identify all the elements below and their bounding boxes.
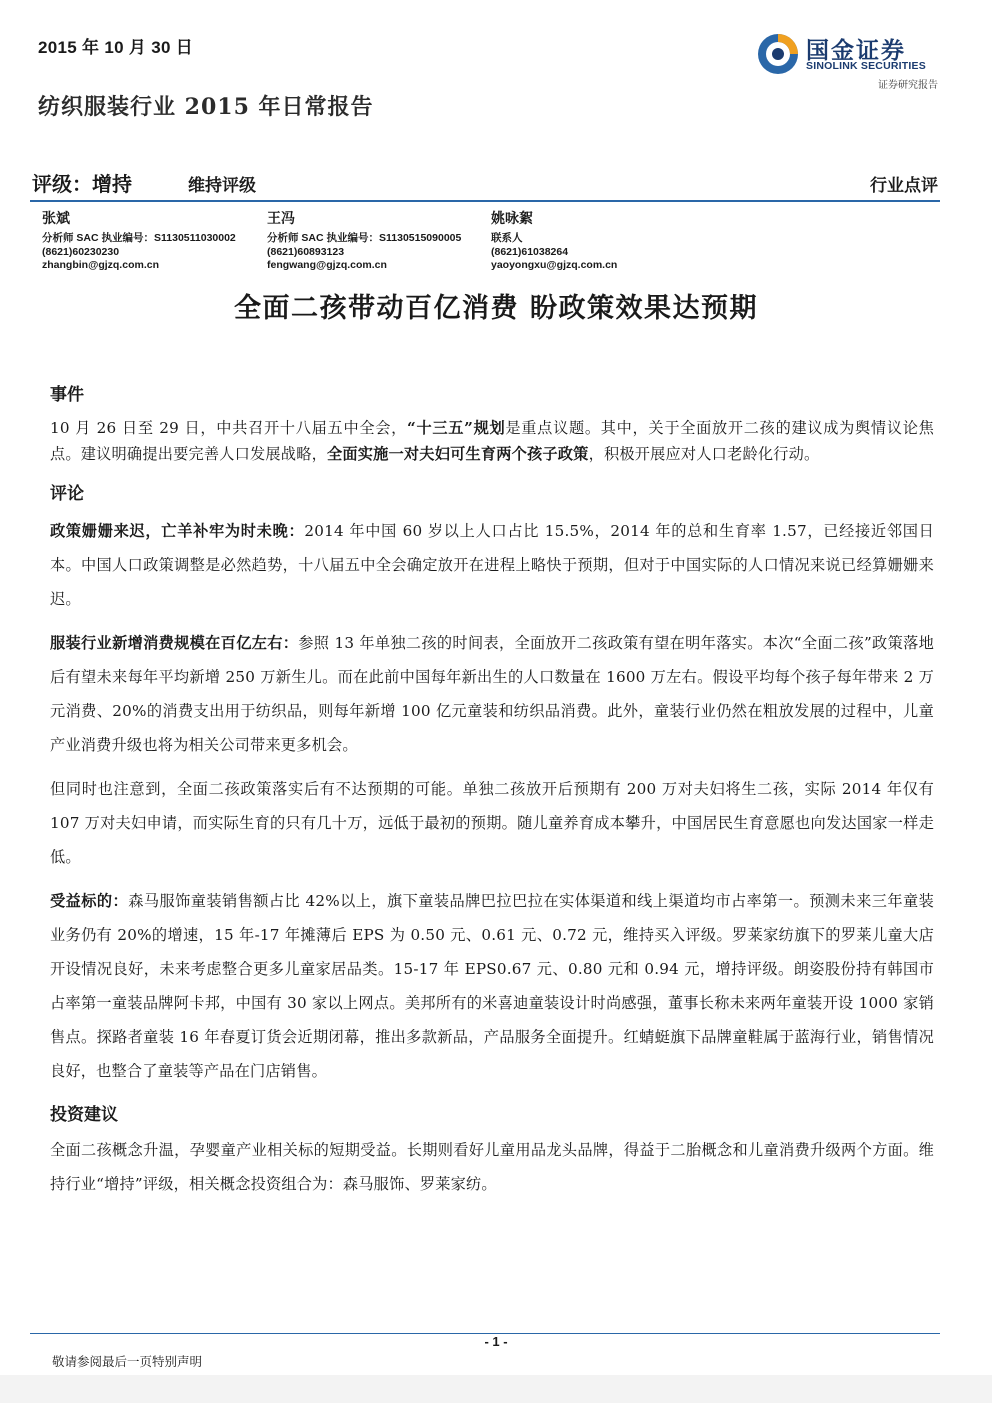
analyst-phone: (8621)61038264 <box>491 245 569 258</box>
analyst-role: 联系人 <box>491 232 523 244</box>
report-type: 行业点评 <box>870 176 938 196</box>
section-heading-event: 事件 <box>50 385 84 405</box>
logo-mark-icon <box>756 32 800 76</box>
comment-lead: 服装行业新增消费规模在百亿左右： <box>50 634 299 652</box>
logo-name-en: SINOLINK SECURITIES <box>806 60 926 72</box>
report-date: 2015 年 10 月 30 日 <box>38 38 194 57</box>
analyst-phone: (8621)60893123 <box>267 245 345 258</box>
page-bottom-band <box>0 1375 992 1403</box>
analyst-email: zhangbin@gjzq.com.cn <box>42 259 159 271</box>
page-number: - 1 - <box>484 1334 508 1349</box>
comment-paragraph: 但同时也注意到，全面二孩政策落实后有不达预期的可能。单独二孩放开后预期有 200 万对夫妇将生二孩，实际 2014 年仅有 107 万对夫妇申请，而实际生育的只有几十万，远低于最初的预期。随儿童养育成本攀升，中国居民生育意愿也向发达国家一样走低。 <box>50 780 934 866</box>
comment-paragraph <box>50 884 934 1088</box>
analyst-name: 王冯 <box>267 211 295 227</box>
analyst-card <box>42 208 272 273</box>
analyst-card <box>491 208 721 273</box>
analyst-role: 分析师 SAC 执业编号：S1130511030002 <box>42 232 236 244</box>
analyst-name: 姚咏絮 <box>491 211 533 227</box>
comment-paragraph <box>50 626 934 762</box>
invest-paragraph: 全面二孩概念升温，孕婴童产业相关标的短期受益。长期则看好儿童用品龙头品牌，得益于二胎概念和儿童消费升级两个方面。维持行业“增持”评级，相关概念投资组合为：森马服饰、罗莱家纺。 <box>50 1141 934 1193</box>
section-heading-invest: 投资建议 <box>50 1105 118 1125</box>
report-title: 纺织服装行业 2015 年日常报告 <box>38 94 374 120</box>
header-divider <box>30 200 940 202</box>
report-body <box>50 380 934 1201</box>
company-logo <box>756 30 946 92</box>
comment-lead: 受益标的： <box>50 892 129 910</box>
event-bold-policy: 全面实施一对夫妇可生育两个孩子政策 <box>326 445 589 463</box>
rating-bar <box>30 168 940 198</box>
comment-text: 森马服饰童装销售额占比 42%以上，旗下童装品牌巴拉巴拉在实体渠道和线上渠道均市占率第一。预测未来三年童装业务仍有 20%的增速，15 年-17 年摊薄后 EPS 为 0.50 元、0.61 元、0.72 元，维持买入评级。罗莱家纺旗下的罗莱儿童大店开设情况良好，未来考虑整合更多儿童家居品类。15-17 年 EPS0.67 元、0.80 元和 0.94 元，增持评级。朗姿股份持有韩国市占率第一童装品牌阿卡邦，中国有 30 家以上网点。美邦所有的米喜迪童装设计时尚感强，董事长称未来两年童装开设 1000 家销售点。探路者童装 16 年春夏订货会近期闭幕，推出多款新品，产品服务全面提升。红蜻蜓旗下品牌童鞋属于蓝海行业，销售情况良好，也整合了童装等产品在门店销售。 <box>50 892 935 1080</box>
event-paragraph <box>50 415 934 467</box>
comment-paragraph <box>50 514 934 616</box>
event-text: ，积极开展应对人口老龄化行动。 <box>588 445 820 463</box>
event-bold-plan: “十三五”规划 <box>407 419 506 437</box>
logo-name-cn: 国金证券 <box>806 38 906 64</box>
headline: 全面二孩带动百亿消费 盼政策效果达预期 <box>234 293 758 324</box>
event-text: 10 月 26 日至 29 日，中共召开十八届五中全会， <box>50 419 408 437</box>
comment-lead: 政策姗姗来迟，亡羊补牢为时未晚： <box>50 522 305 540</box>
analyst-role: 分析师 SAC 执业编号：S1130515090005 <box>267 232 462 244</box>
event-text: 是重点议题。其中，关于全面放开二孩的建议成为舆情议论焦点。建议明确提出要完善人口发展战略， <box>50 419 935 463</box>
comment-text: 参照 13 年单独二孩的时间表，全面放开二孩政策有望在明年落实。本次“全面二孩”政策落地后有望未来每年平均新增 250 万新生儿。而在此前中国每年新出生的人口数量在 1600 万左右。假设平均每个孩子每年带来 2 万元消费、20%的消费支出用于纺织品，则每年新增 100 亿元童装和纺织品消费。此外，童装行业仍然在粗放发展的过程中，儿童产业消费升级也将为相关公司带来更多机会。 <box>50 634 934 754</box>
rating-action: 维持评级 <box>188 176 256 196</box>
analyst-email: fengwang@gjzq.com.cn <box>267 259 387 271</box>
analyst-card <box>267 208 497 273</box>
logo-subtitle: 证券研究报告 <box>878 80 938 91</box>
analyst-name: 张斌 <box>42 211 70 227</box>
analyst-phone: (8621)60230230 <box>42 245 120 258</box>
comment-text: 2014 年中国 60 岁以上人口占比 15.5%，2014 年的总和生育率 1.57，已经接近邻国日本。中国人口政策调整是必然趋势，十八届五中全会确定放开在进程上略快于预期，但对于中国实际的人口情况来说已经算姗姗来迟。 <box>50 522 935 608</box>
rating: 评级：增持 <box>32 172 132 196</box>
section-heading-comment: 评论 <box>50 484 84 504</box>
disclaimer: 敬请参阅最后一页特别声明 <box>52 1354 203 1369</box>
analyst-email: yaoyongxu@gjzq.com.cn <box>491 259 618 271</box>
